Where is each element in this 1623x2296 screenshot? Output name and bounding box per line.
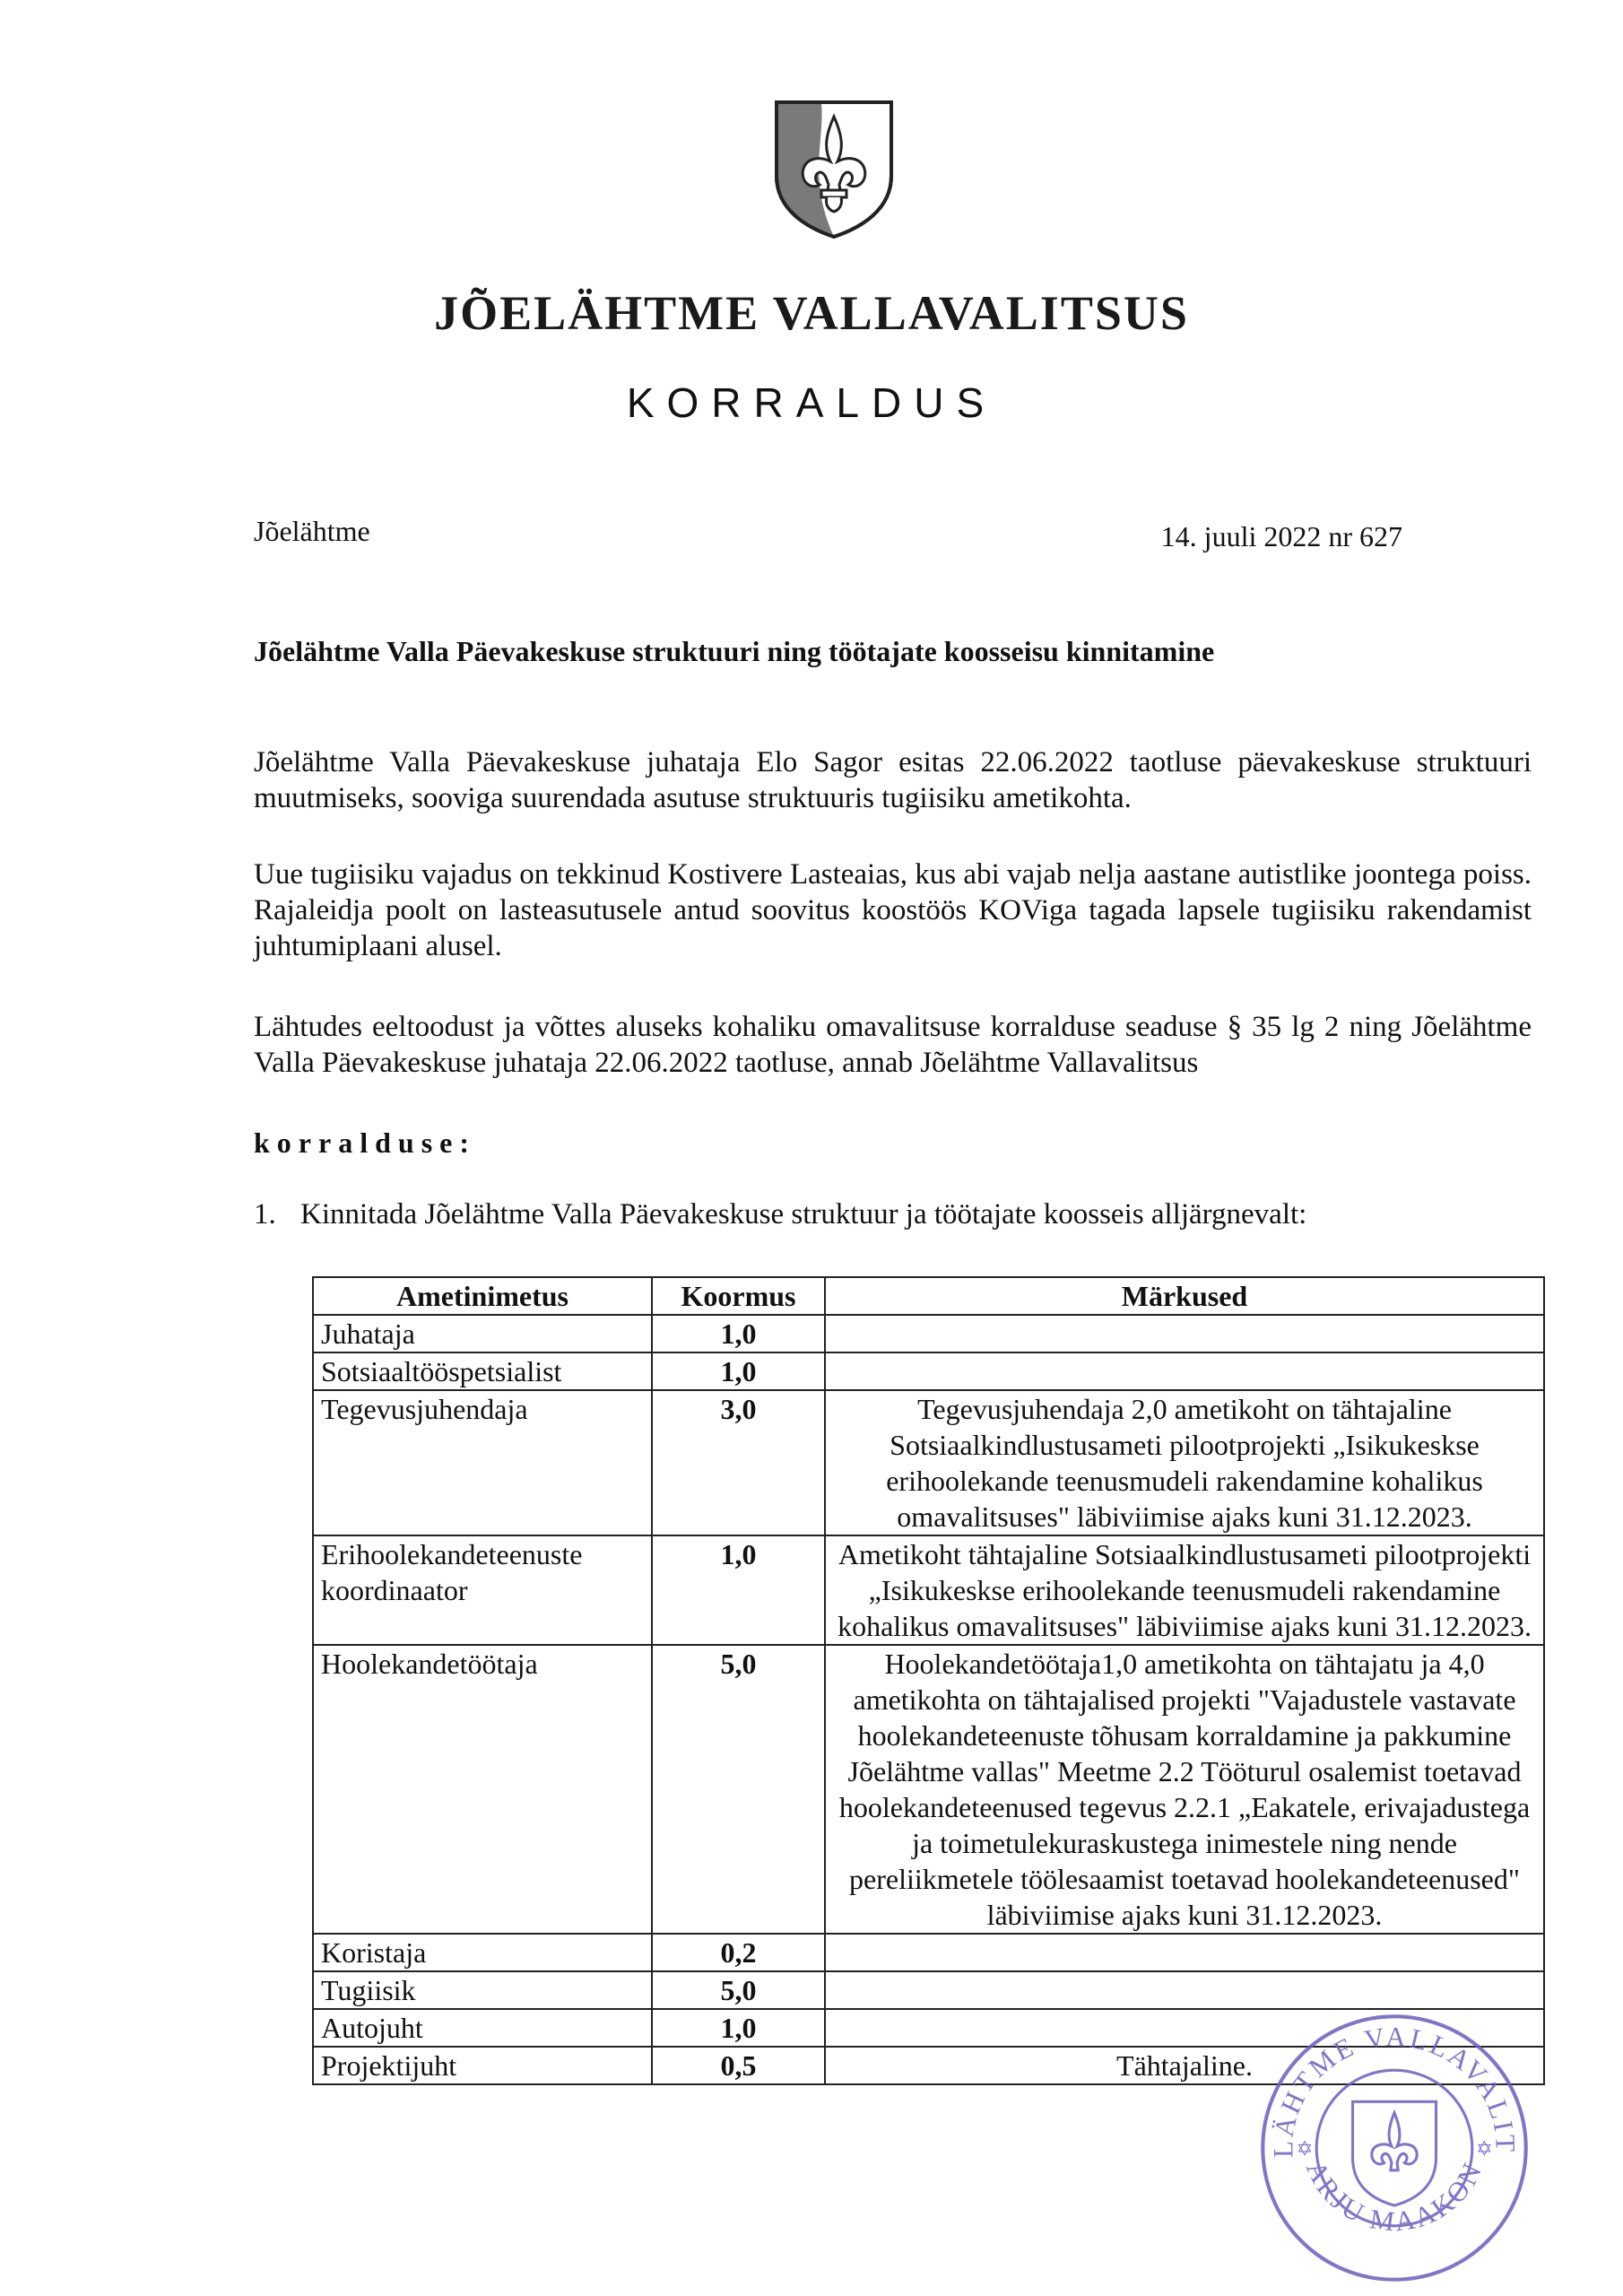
cell-notes: Hoolekandetöötaja1,0 ametikohta on tähtajatu ja 4,0 ametikohta on tähtajalised projekti "Vajadustele vastavate hoolekandeteenuste tõhusam korraldamine ja pakkumine Jõelähtme vallas" Meetme 2.2 Tööturul osalemist toetavad hoolekandeteenused tegevus 2.2.1 „Eakatele, erivajadustega ja toimetulekuraskustega inimestele ning nende pereliikmetele töölesaamist toetavad hoolekandeteenused" läbiviimise ajaks kuni 31.12.2023. [825,1645,1544,1934]
cell-workload: 0,5 [652,2047,825,2084]
header-notes: Märkused [825,1277,1544,1315]
paragraph-1: Jõelähtme Valla Päevakeskuse juhataja Elo Sagor esitas 22.06.2022 taotluse päevakeskuse struktuuri muutmiseks, sooviga suurendada asutuse struktuuris tugiisiku ametikohta. [254,746,1532,814]
stamp-star-icon: ✡ [1475,2137,1493,2161]
table-row [313,1352,1544,1390]
table-row [313,1645,1544,1934]
table-row [313,1535,1544,1645]
organization-title: JÕELÄHTME VALLAVALITSUS [434,286,1189,340]
cell-notes: Ametikoht tähtajaline Sotsiaalkindlustusameti pilootprojekti „Isikukeskse erihoolekande teenusmudeli rakendamine kohalikus omavalitsuses" läbiviimise ajaks kuni 31.12.2023. [825,1535,1544,1645]
cell-notes [825,1315,1544,1352]
cell-notes: Tähtajaline. [825,2047,1544,2084]
cell-position: Sotsiaaltööspetsialist [313,1352,652,1390]
table-row [313,1934,1544,1971]
paragraph-3: Lähtudes eeltoodust ja võttes aluseks kohaliku omavalitsuse korralduse seaduse § 35 lg 2 ning Jõelähtme Valla Päevakeskuse juhataja 22.06.2022 taotluse, annab Jõelähtme Vallavalitsus [254,1011,1532,1079]
cell-workload: 1,0 [652,2009,825,2047]
header-position: Ametinimetus [313,1277,652,1315]
cell-position: Projektijuht [313,2047,652,2084]
document-heading: Jõelähtme Valla Päevakeskuse struktuuri ning töötajate koosseisu kinnitamine [254,635,1215,667]
coat-of-arms [771,97,897,240]
stamp-bottom-text: ARJU MAAKON [1299,2155,1489,2238]
cell-notes: Tegevusjuhendaja 2,0 ametikoht on tähtajaline Sotsiaalkindlustusameti pilootprojekti „Isikukeskse erihoolekande teenusmudeli rakendamine kohalikus omavalitsuses" läbiviimise ajaks kuni 31.12.2023. [825,1390,1544,1535]
cell-position: Tugiisik [313,1971,652,2009]
table-row [313,1390,1544,1535]
decision-word: korralduse: [254,1126,476,1159]
stamp-top-text: LÄHTME VALLAVALIT [1267,2021,1522,2159]
cell-workload: 1,0 [652,1352,825,1390]
cell-workload: 5,0 [652,1645,825,1934]
cell-position: Tegevusjuhendaja [313,1390,652,1535]
stamp-star-icon: ✡ [1296,2137,1314,2161]
cell-position: Hoolekandetöötaja [313,1645,652,1934]
header-workload: Koormus [652,1277,825,1315]
document-type: KORRALDUS [626,379,997,426]
table-row [313,1315,1544,1352]
table-header-row [313,1277,1544,1315]
official-stamp-icon [1255,2009,1533,2287]
cell-position: Autojuht [313,2009,652,2047]
table-row [313,1971,1544,2009]
cell-workload: 3,0 [652,1390,825,1535]
official-stamp [1255,2009,1533,2287]
cell-workload: 1,0 [652,1535,825,1645]
cell-workload: 1,0 [652,1315,825,1352]
cell-notes [825,1352,1544,1390]
cell-notes [825,1934,1544,1971]
paragraph-2: Uue tugiisiku vajadus on tekkinud Kostivere Lasteaias, kus abi vajab nelja aastane autistlike joontega poiss. Rajaleidja poolt on lasteasutusele antud soovitus koostöös KOViga tagada lapsele tugiisiku rakendamist juhtumiplaani alusel. [254,858,1532,962]
coat-of-arms-icon [771,97,897,240]
cell-workload: 0,2 [652,1934,825,1971]
cell-position: Koristaja [313,1934,652,1971]
cell-notes [825,1971,1544,2009]
cell-workload: 5,0 [652,1971,825,2009]
document-place: Jõelähtme [254,515,370,547]
cell-position: Juhataja [313,1315,652,1352]
cell-position: Erihoolekandeteenuste koordinaator [313,1535,652,1645]
structure-table [312,1276,1545,2085]
document-date: 14. juuli 2022 nr 627 [1160,520,1402,552]
list-item-number: 1. [254,1198,276,1231]
list-item-text: Kinnitada Jõelähtme Valla Päevakeskuse struktuur ja töötajate koosseis alljärgnevalt: [300,1198,1307,1231]
list-item-1 [254,1198,1306,1231]
